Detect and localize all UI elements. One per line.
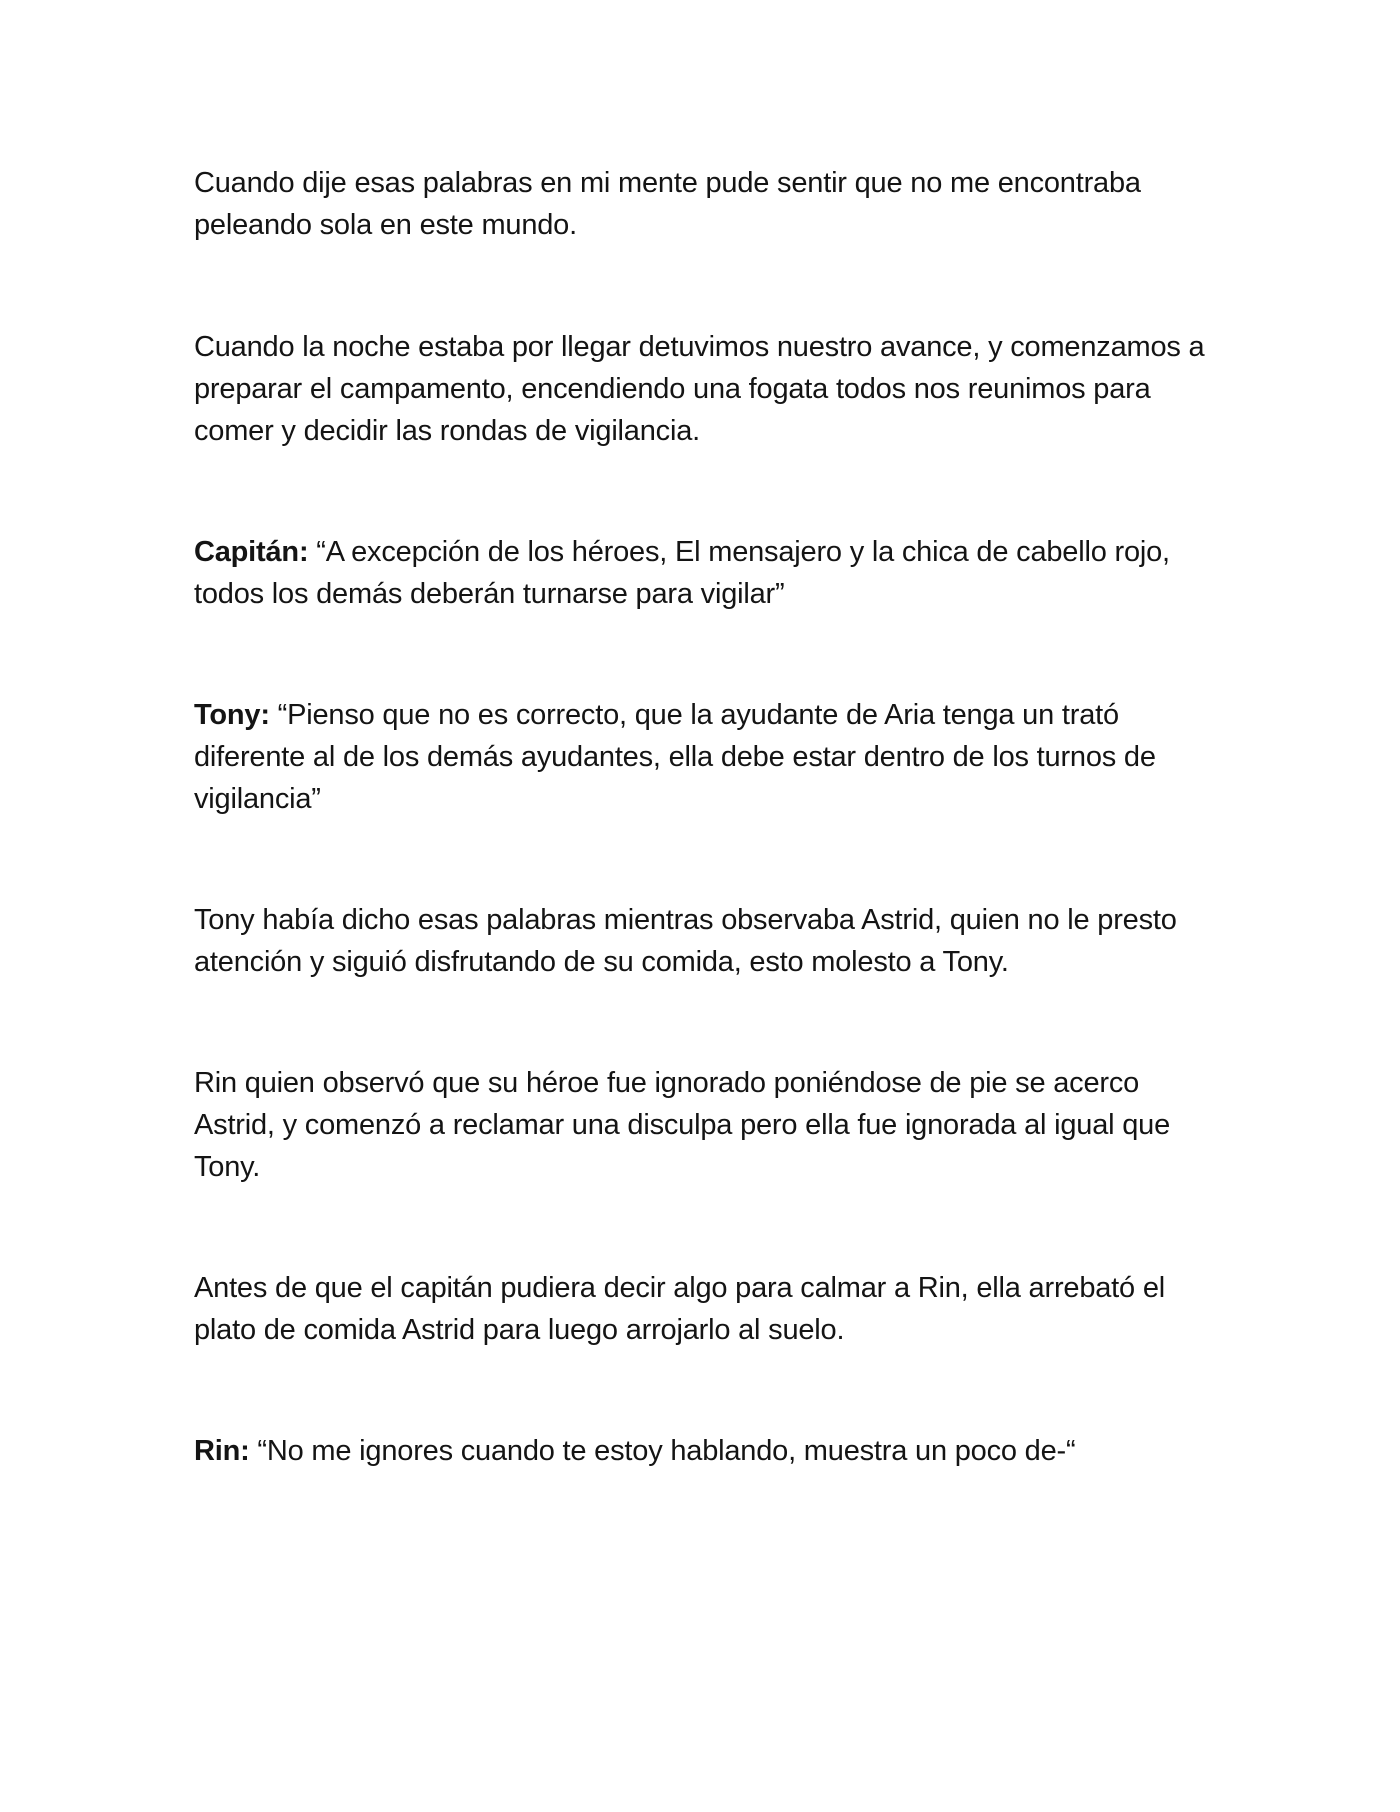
dialogue-text: “A excepción de los héroes, El mensajero y la chica de cabello rojo, todos los demás deberán turnarse para vigilar” xyxy=(194,536,1170,610)
paragraph-text: Cuando la noche estaba por llegar detuvimos nuestro avance, y comenzamos a preparar el campamento, encendiendo una fogata todos nos reunimos para comer y decidir las rondas de vigilancia. xyxy=(194,331,1205,447)
narration-paragraph xyxy=(194,899,1224,983)
paragraph-text: Tony había dicho esas palabras mientras observaba Astrid, quien no le presto atención y siguió disfrutando de su comida, esto molesto a Tony. xyxy=(194,904,1177,978)
dialogue-paragraph xyxy=(194,531,1224,615)
paragraph-text: Rin quien observó que su héroe fue ignorado poniéndose de pie se acerco Astrid, y comenzó a reclamar una disculpa pero ella fue ignorada al igual que Tony. xyxy=(194,1067,1171,1183)
dialogue-paragraph xyxy=(194,1430,1224,1472)
narration-paragraph xyxy=(194,1267,1224,1351)
narration-paragraph xyxy=(194,162,1224,246)
narration-paragraph xyxy=(194,326,1224,452)
dialogue-text: “Pienso que no es correcto, que la ayudante de Aria tenga un trató diferente al de los demás ayudantes, ella debe estar dentro de los turnos de vigilancia” xyxy=(194,699,1156,815)
narration-paragraph xyxy=(194,1062,1224,1188)
speaker-name: Tony: xyxy=(194,699,270,731)
speaker-name: Rin: xyxy=(194,1435,250,1467)
paragraph-text: Cuando dije esas palabras en mi mente pude sentir que no me encontraba peleando sola en este mundo. xyxy=(194,167,1141,241)
paragraph-text: Antes de que el capitán pudiera decir algo para calmar a Rin, ella arrebató el plato de comida Astrid para luego arrojarlo al suelo. xyxy=(194,1272,1165,1346)
speaker-name: Capitán: xyxy=(194,536,309,568)
dialogue-text: “No me ignores cuando te estoy hablando, muestra un poco de-“ xyxy=(249,1435,1076,1467)
dialogue-paragraph xyxy=(194,694,1224,820)
